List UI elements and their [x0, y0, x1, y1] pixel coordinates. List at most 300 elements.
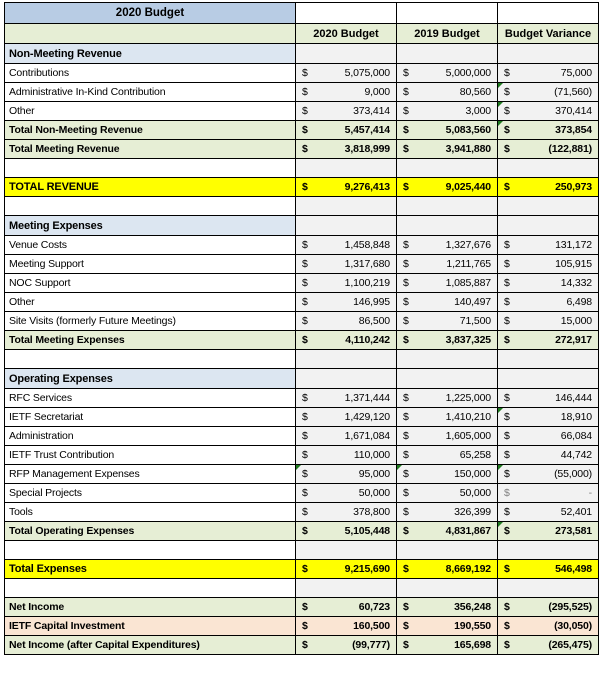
value-2019[interactable]: [397, 598, 498, 617]
value-2019[interactable]: [397, 83, 498, 102]
currency-symbol: $: [302, 67, 308, 79]
cell-value: 65,258: [459, 449, 491, 461]
row-label[interactable]: Total Operating Expenses: [5, 522, 296, 541]
value-2020[interactable]: [296, 522, 397, 541]
cell-value: 60,723: [358, 601, 390, 613]
cell-value: 18,910: [560, 411, 592, 423]
currency-symbol: $: [302, 563, 308, 575]
currency-symbol: $: [302, 124, 308, 136]
cell-value: 44,742: [560, 449, 592, 461]
cell-value: 3,000: [465, 105, 491, 117]
cell-value: 4,831,867: [445, 525, 491, 537]
cell-value: 1,317,680: [344, 258, 390, 270]
currency-symbol: $: [403, 315, 409, 327]
currency-symbol: $: [302, 296, 308, 308]
spacer-cell[interactable]: [397, 197, 498, 216]
spacer-cell[interactable]: [397, 541, 498, 560]
row-label[interactable]: Other: [5, 102, 296, 121]
currency-symbol: $: [302, 468, 308, 480]
spacer-cell[interactable]: [498, 159, 599, 178]
currency-symbol: $: [504, 430, 510, 442]
currency-symbol: $: [403, 258, 409, 270]
row-label[interactable]: Net Income (after Capital Expenditures): [5, 636, 296, 655]
comment-marker-icon: [498, 522, 503, 527]
cell-value: 378,800: [353, 506, 390, 518]
total-row: [5, 140, 599, 159]
value-2019[interactable]: [397, 293, 498, 312]
row-label[interactable]: IETF Secretariat: [5, 408, 296, 427]
value-variance[interactable]: [498, 636, 599, 655]
cell-value: 8,669,192: [445, 563, 491, 575]
cell-value: 5,105,448: [344, 525, 390, 537]
total-row: [5, 121, 599, 140]
currency-symbol: $: [403, 639, 409, 651]
spacer-cell[interactable]: [5, 197, 296, 216]
currency-symbol: $: [504, 639, 510, 651]
value-variance[interactable]: [498, 560, 599, 579]
value-variance[interactable]: [498, 83, 599, 102]
cell-value: 131,172: [555, 239, 592, 251]
value-2020[interactable]: [296, 446, 397, 465]
cell-value: 3,818,999: [344, 143, 390, 155]
cell-value: 95,000: [358, 468, 390, 480]
value-variance[interactable]: [498, 369, 599, 389]
table-row: [5, 408, 599, 427]
budget-table: [4, 2, 599, 655]
value-variance[interactable]: [498, 389, 599, 408]
cell-value: 160,500: [353, 620, 390, 632]
cell-value: 50,000: [358, 487, 390, 499]
currency-symbol: $: [302, 449, 308, 461]
column-header-1[interactable]: 2020 Budget: [296, 24, 397, 44]
total-row: [5, 522, 599, 541]
spacer-cell[interactable]: [5, 541, 296, 560]
value-2020[interactable]: [296, 617, 397, 636]
value-variance[interactable]: [498, 255, 599, 274]
currency-symbol: $: [504, 239, 510, 251]
currency-symbol: $: [504, 105, 510, 117]
value-2020[interactable]: [296, 44, 397, 64]
currency-symbol: $: [504, 67, 510, 79]
empty-cell[interactable]: [296, 3, 397, 24]
row-label[interactable]: RFP Management Expenses: [5, 465, 296, 484]
value-2020[interactable]: [296, 255, 397, 274]
value-variance[interactable]: [498, 522, 599, 541]
cell-value: 110,000: [353, 449, 390, 461]
row-label[interactable]: Total Expenses: [5, 560, 296, 579]
value-2020[interactable]: [296, 102, 397, 121]
row-label[interactable]: Net Income: [5, 598, 296, 617]
currency-symbol: $: [302, 258, 308, 270]
comment-marker-icon: [498, 83, 503, 88]
cell-value: 52,401: [560, 506, 592, 518]
currency-symbol: $: [504, 143, 510, 155]
cell-value: 1,605,000: [445, 430, 491, 442]
value-variance[interactable]: [498, 274, 599, 293]
currency-symbol: $: [302, 334, 308, 346]
value-2020[interactable]: [296, 598, 397, 617]
table-row: [5, 503, 599, 522]
table-row: [5, 255, 599, 274]
cell-value: 1,429,120: [344, 411, 390, 423]
cell-value: 50,000: [459, 487, 491, 499]
spacer-cell[interactable]: [498, 579, 599, 598]
currency-symbol: $: [403, 411, 409, 423]
spacer-cell[interactable]: [397, 579, 498, 598]
value-2019[interactable]: [397, 503, 498, 522]
row-label[interactable]: Total Meeting Revenue: [5, 140, 296, 159]
value-2020[interactable]: [296, 369, 397, 389]
table-row: [5, 484, 599, 503]
spacer-cell[interactable]: [296, 579, 397, 598]
capital-row: [5, 617, 599, 636]
value-variance[interactable]: [498, 598, 599, 617]
currency-symbol: $: [403, 487, 409, 499]
row-label[interactable]: Meeting Support: [5, 255, 296, 274]
row-label[interactable]: TOTAL REVENUE: [5, 178, 296, 197]
value-2019[interactable]: [397, 408, 498, 427]
currency-symbol: $: [504, 449, 510, 461]
value-variance[interactable]: [498, 140, 599, 159]
value-variance[interactable]: [498, 312, 599, 331]
spacer-row: [5, 541, 599, 560]
currency-symbol: $: [504, 506, 510, 518]
currency-symbol: $: [504, 392, 510, 404]
currency-symbol: $: [403, 601, 409, 613]
currency-symbol: $: [403, 239, 409, 251]
total-row: [5, 331, 599, 350]
cell-value: (99,777): [352, 639, 390, 651]
row-label[interactable]: Contributions: [5, 64, 296, 83]
currency-symbol: $: [302, 86, 308, 98]
cell-value: 273,581: [555, 525, 592, 537]
value-variance[interactable]: [498, 121, 599, 140]
cell-value: 165,698: [454, 639, 491, 651]
currency-symbol: $: [504, 258, 510, 270]
value-2020[interactable]: [296, 83, 397, 102]
value-2019[interactable]: [397, 389, 498, 408]
row-label[interactable]: Administration: [5, 427, 296, 446]
value-2019[interactable]: [397, 331, 498, 350]
value-2019[interactable]: [397, 427, 498, 446]
row-label[interactable]: RFC Services: [5, 389, 296, 408]
spacer-cell[interactable]: [498, 541, 599, 560]
value-2020[interactable]: [296, 121, 397, 140]
cell-value: 5,457,414: [344, 124, 390, 136]
cell-value: 272,917: [555, 334, 592, 346]
currency-symbol: $: [403, 430, 409, 442]
value-2020[interactable]: [296, 503, 397, 522]
value-variance[interactable]: [498, 102, 599, 121]
currency-symbol: $: [403, 392, 409, 404]
cell-value: (55,000): [554, 468, 592, 480]
spacer-cell[interactable]: [5, 579, 296, 598]
currency-symbol: $: [504, 468, 510, 480]
value-2019[interactable]: [397, 178, 498, 197]
cell-value: 5,083,560: [445, 124, 491, 136]
value-2020[interactable]: [296, 427, 397, 446]
row-label[interactable]: Administrative In-Kind Contribution: [5, 83, 296, 102]
table-row: [5, 293, 599, 312]
cell-value: 373,854: [555, 124, 592, 136]
cell-value: 71,500: [459, 315, 491, 327]
value-2019[interactable]: [397, 312, 498, 331]
currency-symbol: $: [302, 143, 308, 155]
comment-marker-icon: [397, 465, 402, 470]
spacer-cell[interactable]: [296, 197, 397, 216]
comment-marker-icon: [498, 121, 503, 126]
value-2019[interactable]: [397, 636, 498, 655]
currency-symbol: $: [504, 601, 510, 613]
spacer-cell[interactable]: [498, 350, 599, 369]
spacer-cell[interactable]: [296, 350, 397, 369]
row-label[interactable]: Non-Meeting Revenue: [5, 44, 296, 64]
currency-symbol: $: [403, 105, 409, 117]
empty-cell[interactable]: [397, 3, 498, 24]
spacer-row: [5, 197, 599, 216]
value-variance[interactable]: [498, 64, 599, 83]
table-row: [5, 312, 599, 331]
cell-value: 9,025,440: [445, 181, 491, 193]
cell-value: 15,000: [560, 315, 592, 327]
comment-marker-icon: [498, 408, 503, 413]
value-2019[interactable]: [397, 255, 498, 274]
value-2020[interactable]: [296, 389, 397, 408]
currency-symbol: $: [403, 620, 409, 632]
currency-symbol: $: [403, 334, 409, 346]
currency-symbol: $: [403, 67, 409, 79]
cell-value: 75,000: [560, 67, 592, 79]
cell-value: 5,000,000: [445, 67, 491, 79]
table-row: [5, 236, 599, 255]
value-variance[interactable]: [498, 293, 599, 312]
row-label[interactable]: IETF Trust Contribution: [5, 446, 296, 465]
comment-marker-icon: [498, 102, 503, 107]
spacer-cell[interactable]: [498, 197, 599, 216]
currency-symbol: $: [403, 525, 409, 537]
value-variance[interactable]: [498, 216, 599, 236]
value-2019[interactable]: [397, 484, 498, 503]
value-2020[interactable]: [296, 293, 397, 312]
row-label[interactable]: Total Meeting Expenses: [5, 331, 296, 350]
cell-value: 9,276,413: [344, 181, 390, 193]
value-2020[interactable]: [296, 178, 397, 197]
value-variance[interactable]: [498, 44, 599, 64]
table-row: [5, 274, 599, 293]
value-2020[interactable]: [296, 465, 397, 484]
cell-value: 546,498: [555, 563, 592, 575]
value-variance[interactable]: [498, 331, 599, 350]
value-2019[interactable]: [397, 560, 498, 579]
budget-spreadsheet: [4, 2, 599, 655]
spacer-cell[interactable]: [397, 159, 498, 178]
currency-symbol: $: [403, 143, 409, 155]
value-2019[interactable]: [397, 617, 498, 636]
total-row: [5, 598, 599, 617]
cell-value: 80,560: [459, 86, 491, 98]
title-row: [5, 3, 599, 24]
section-header-row: [5, 44, 599, 64]
currency-symbol: $: [504, 181, 510, 193]
cell-value: 14,332: [560, 277, 592, 289]
currency-symbol: $: [302, 430, 308, 442]
cell-value: 370,414: [555, 105, 592, 117]
value-2019[interactable]: [397, 64, 498, 83]
spacer-cell[interactable]: [5, 350, 296, 369]
value-variance[interactable]: [498, 427, 599, 446]
value-variance[interactable]: [498, 236, 599, 255]
currency-symbol: $: [403, 296, 409, 308]
row-label[interactable]: Other: [5, 293, 296, 312]
column-header-2[interactable]: 2019 Budget: [397, 24, 498, 44]
row-label[interactable]: Special Projects: [5, 484, 296, 503]
cell-value: 1,225,000: [445, 392, 491, 404]
value-2019[interactable]: [397, 446, 498, 465]
currency-symbol: $: [504, 315, 510, 327]
currency-symbol: $: [302, 315, 308, 327]
currency-symbol: $: [403, 563, 409, 575]
table-row: [5, 427, 599, 446]
column-header-row: [5, 24, 599, 44]
cell-value: 150,000: [454, 468, 491, 480]
cell-value: 1,671,084: [344, 430, 390, 442]
value-2019[interactable]: [397, 140, 498, 159]
row-label[interactable]: Total Non-Meeting Revenue: [5, 121, 296, 140]
value-2019[interactable]: [397, 102, 498, 121]
cell-value: 140,497: [454, 296, 491, 308]
currency-symbol: $: [504, 296, 510, 308]
value-2020[interactable]: [296, 216, 397, 236]
row-label[interactable]: Operating Expenses: [5, 369, 296, 389]
currency-symbol: $: [302, 639, 308, 651]
spacer-cell[interactable]: [296, 159, 397, 178]
spacer-cell[interactable]: [296, 541, 397, 560]
value-2020[interactable]: [296, 331, 397, 350]
value-2019[interactable]: [397, 522, 498, 541]
spacer-cell[interactable]: [5, 159, 296, 178]
cell-value: 105,915: [555, 258, 592, 270]
column-header-3[interactable]: Budget Variance: [498, 24, 599, 44]
currency-symbol: $: [302, 411, 308, 423]
currency-symbol: $: [504, 487, 510, 499]
value-2020[interactable]: [296, 408, 397, 427]
cell-value: 190,550: [454, 620, 491, 632]
value-variance[interactable]: [498, 178, 599, 197]
currency-symbol: $: [504, 334, 510, 346]
comment-marker-icon: [296, 465, 301, 470]
cell-value: 86,500: [358, 315, 390, 327]
currency-symbol: $: [302, 620, 308, 632]
table-row: [5, 102, 599, 121]
value-2020[interactable]: [296, 140, 397, 159]
currency-symbol: $: [403, 449, 409, 461]
value-variance[interactable]: [498, 503, 599, 522]
currency-symbol: $: [302, 239, 308, 251]
value-2019[interactable]: [397, 121, 498, 140]
row-label[interactable]: NOC Support: [5, 274, 296, 293]
table-row: [5, 465, 599, 484]
value-2020[interactable]: [296, 560, 397, 579]
cell-value: -: [588, 487, 592, 499]
cell-value: 1,327,676: [445, 239, 491, 251]
value-variance[interactable]: [498, 408, 599, 427]
cell-value: 1,100,219: [344, 277, 390, 289]
spacer-row: [5, 579, 599, 598]
sheet-title: 2020 Budget: [5, 3, 296, 24]
cell-value: 146,995: [353, 296, 390, 308]
empty-cell[interactable]: [498, 3, 599, 24]
value-2020[interactable]: [296, 312, 397, 331]
total-row: [5, 636, 599, 655]
value-2020[interactable]: [296, 64, 397, 83]
table-row: [5, 389, 599, 408]
value-variance[interactable]: [498, 484, 599, 503]
currency-symbol: $: [504, 86, 510, 98]
section-header-row: [5, 216, 599, 236]
value-2019[interactable]: [397, 274, 498, 293]
value-2019[interactable]: [397, 216, 498, 236]
row-label[interactable]: Venue Costs: [5, 236, 296, 255]
cell-value: 1,410,210: [445, 411, 491, 423]
spacer-row: [5, 159, 599, 178]
value-2020[interactable]: [296, 636, 397, 655]
currency-symbol: $: [504, 563, 510, 575]
cell-value: 5,075,000: [344, 67, 390, 79]
cell-value: 6,498: [566, 296, 592, 308]
cell-value: 9,000: [364, 86, 390, 98]
cell-value: 356,248: [454, 601, 491, 613]
currency-symbol: $: [302, 601, 308, 613]
currency-symbol: $: [504, 277, 510, 289]
currency-symbol: $: [302, 506, 308, 518]
value-2020[interactable]: [296, 274, 397, 293]
row-label[interactable]: Tools: [5, 503, 296, 522]
cell-value: 1,085,887: [445, 277, 491, 289]
value-variance[interactable]: [498, 465, 599, 484]
value-2019[interactable]: [397, 369, 498, 389]
cell-value: 373,414: [353, 105, 390, 117]
section-header-row: [5, 369, 599, 389]
cell-value: (71,560): [554, 86, 592, 98]
row-label[interactable]: Site Visits (formerly Future Meetings): [5, 312, 296, 331]
spacer-row: [5, 350, 599, 369]
spacer-cell[interactable]: [397, 350, 498, 369]
currency-symbol: $: [403, 181, 409, 193]
cell-value: (265,475): [548, 639, 592, 651]
row-label[interactable]: Meeting Expenses: [5, 216, 296, 236]
currency-symbol: $: [504, 124, 510, 136]
currency-symbol: $: [302, 181, 308, 193]
value-variance[interactable]: [498, 446, 599, 465]
currency-symbol: $: [403, 277, 409, 289]
currency-symbol: $: [504, 620, 510, 632]
cell-value: (295,525): [548, 601, 592, 613]
cell-value: 4,110,242: [345, 334, 390, 346]
table-row: [5, 83, 599, 102]
value-2019[interactable]: [397, 44, 498, 64]
value-2020[interactable]: [296, 484, 397, 503]
cell-value: 9,215,690: [344, 563, 390, 575]
row-label[interactable]: IETF Capital Investment: [5, 617, 296, 636]
currency-symbol: $: [302, 392, 308, 404]
cell-value: 66,084: [560, 430, 592, 442]
cell-value: 326,399: [454, 506, 491, 518]
value-2019[interactable]: [397, 236, 498, 255]
currency-symbol: $: [504, 411, 510, 423]
value-variance[interactable]: [498, 617, 599, 636]
value-2019[interactable]: [397, 465, 498, 484]
value-2020[interactable]: [296, 236, 397, 255]
